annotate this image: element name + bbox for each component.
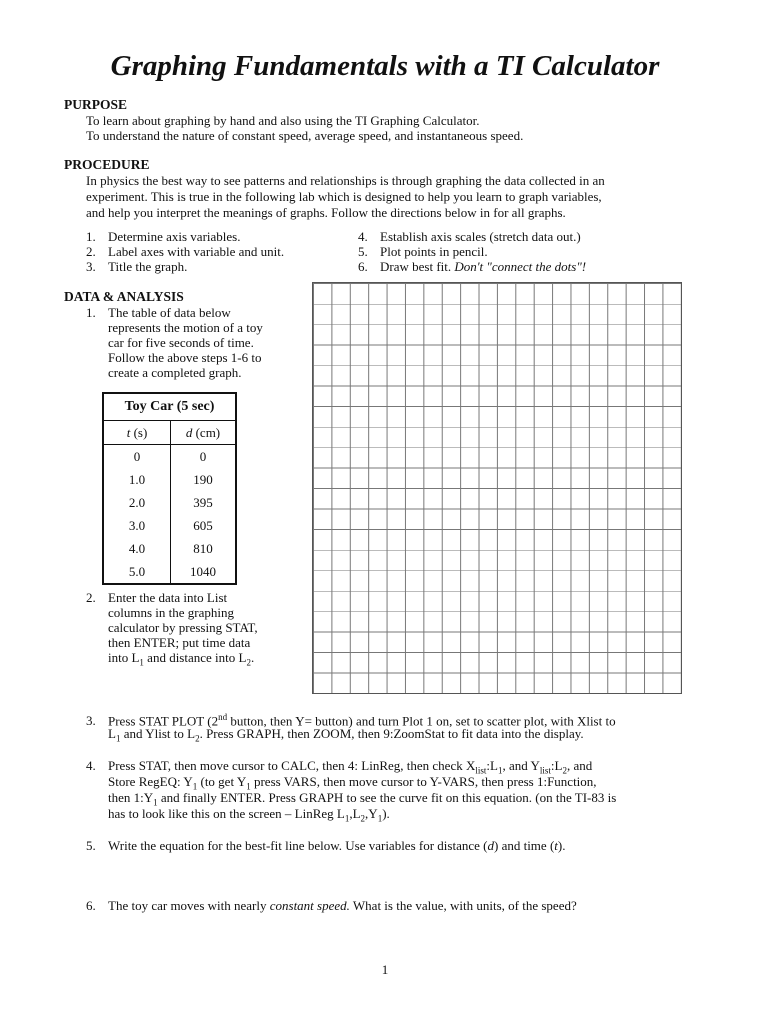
- purpose-line: To learn about graphing by hand and also using the TI Graphing Calculator.: [86, 113, 480, 128]
- question-2-line: then ENTER; put time data: [108, 635, 251, 650]
- procedure-heading: PROCEDURE: [64, 157, 150, 172]
- procedure-step: 1. Determine axis variables.: [86, 229, 241, 244]
- page-title: Graphing Fundamentals with a TI Calculator: [110, 50, 660, 82]
- question-6: 6. The toy car moves with nearly constant speed. What is the value, with units, of the speed?: [86, 898, 577, 913]
- table-row: 1.0 190: [103, 468, 236, 491]
- question-2-line: columns in the graphing: [108, 605, 235, 620]
- toy-car-data-table: [102, 392, 237, 585]
- question-1-line: create a completed graph.: [108, 365, 242, 380]
- procedure-line: and help you interpret the meanings of graphs. Follow the directions below in for all graphs.: [86, 205, 566, 220]
- purpose-line: To understand the nature of constant speed, average speed, and instantaneous speed.: [86, 128, 524, 143]
- question-4-line: has to look like this on the screen – LinReg $L_1,L_2,Y_1$).: [108, 806, 390, 824]
- table-row: 4.0 810: [103, 537, 236, 560]
- procedure-step: 4. Establish axis scales (stretch data out.): [358, 229, 581, 244]
- table-row: 5.0 1040: [103, 560, 236, 584]
- procedure-step: 3. Title the graph.: [86, 259, 188, 274]
- question-3-line: $L_1$ and Ylist to $L_2$. Press GRAPH, then ZOOM, then 9:ZoomStat to fit data into the display.: [108, 726, 584, 744]
- procedure-step: 6. Draw best fit. Don't "connect the dots"!: [358, 259, 587, 274]
- question-1-line: represents the motion of a toy: [108, 320, 263, 335]
- analysis-heading: DATA & ANALYSIS: [64, 289, 184, 304]
- table-row: 3.0 605: [103, 514, 236, 537]
- question-4-line: Store RegEQ: $Y_1$ (to get $Y_1$ press VARS, then move cursor to Y-VARS, then press 1:Function,: [108, 774, 597, 792]
- question-1: 1. The table of data below: [86, 305, 231, 320]
- table-row: 0 0: [103, 445, 236, 469]
- table-row: 2.0 395: [103, 491, 236, 514]
- question-4: 4. Press STAT, then move cursor to CALC, then 4: LinReg, then check $X_{list}:L_1$, and $Y_{list}:L_2$, and: [86, 758, 593, 776]
- question-4-line: then $1:Y_1$ and finally ENTER. Press GRAPH to see the curve fit on this equation. (on the TI-83 is: [108, 790, 617, 808]
- procedure-step: 2. Label axes with variable and unit.: [86, 244, 285, 259]
- procedure-line: In physics the best way to see patterns and relationships is through graphing the data collected in an: [86, 173, 605, 188]
- question-2-line: into $L_1$ and distance into $L_2$.: [108, 650, 255, 668]
- purpose-heading: PURPOSE: [64, 97, 128, 112]
- column-header-distance: d (cm): [171, 421, 237, 445]
- procedure-line: experiment. This is true in the following lab which is designed to help you learn to graph variables,: [86, 189, 602, 204]
- table-title: Toy Car (5 sec): [103, 393, 236, 421]
- column-header-time: t (s): [103, 421, 171, 445]
- question-1-line: Follow the above steps 1-6 to: [108, 350, 262, 365]
- question-3: 3. Press STAT PLOT (2nd button, then Y= button) and turn Plot 1 on, set to scatter plot, with Xlist to: [86, 712, 616, 729]
- question-2-line: calculator by pressing STAT,: [108, 620, 258, 635]
- question-1-line: car for five seconds of time.: [108, 335, 254, 350]
- graph-paper-grid[interactable]: [312, 282, 682, 694]
- page-number: 1: [381, 962, 389, 977]
- question-5: 5. Write the equation for the best-fit line below. Use variables for distance (d) and time (t).: [86, 838, 566, 853]
- procedure-step: 5. Plot points in pencil.: [358, 244, 488, 259]
- question-2: 2. Enter the data into List: [86, 590, 228, 605]
